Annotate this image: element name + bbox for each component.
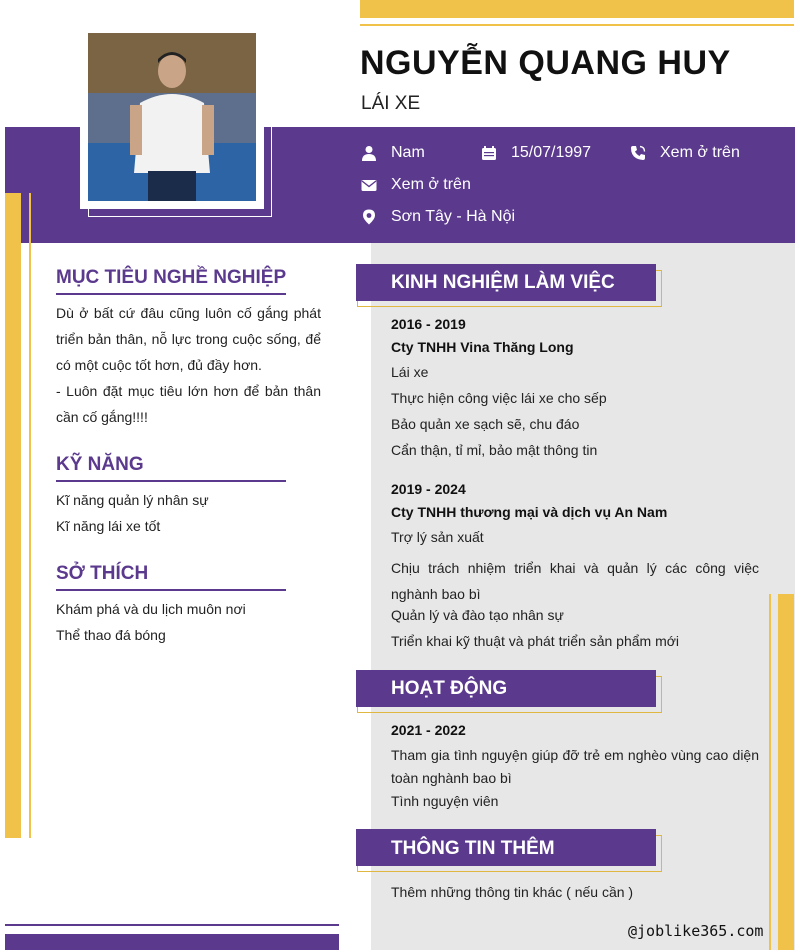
birthdate-value: 15/07/1997 <box>511 144 592 161</box>
site-credit: @joblike365.com <box>628 922 764 940</box>
objective-rule <box>56 293 286 295</box>
job-period: 2019 - 2024 <box>391 481 466 497</box>
objective-paragraph-1: Dù ở bất cứ đâu cũng luôn cố gắng phát triển bản thân, nỗ lực trong cuộc sống, để có một cuộc tốt hơn, đủ đầy hơn. <box>56 305 321 373</box>
hobby-item: Thể thao đá bóng <box>56 627 166 643</box>
extra-text: Thêm những thông tin khác ( nếu cần ) <box>391 884 634 900</box>
skill-item: Kĩ năng lái xe tốt <box>56 518 161 534</box>
experience-title: KINH NGHIỆM LÀM VIỆC <box>391 272 615 293</box>
info-address <box>361 208 515 226</box>
left-accent-bar <box>5 193 21 838</box>
skills-rule <box>56 480 286 482</box>
gender-value: Nam <box>391 144 425 161</box>
user-icon <box>361 145 377 161</box>
job-period: 2016 - 2019 <box>391 316 466 332</box>
job-line: Thực hiện công việc lái xe cho sếp <box>391 390 607 406</box>
hobbies-rule <box>56 589 286 591</box>
bottom-accent-line <box>5 924 339 926</box>
phone-icon <box>630 145 646 161</box>
hobbies-title: SỞ THÍCH <box>56 563 149 584</box>
right-accent-bar <box>778 594 794 950</box>
objective-paragraph-2: - Luôn đặt mục tiêu lớn hơn để bản thân cần cố gắng!!!! <box>56 383 321 425</box>
job-line: Triển khai kỹ thuật và phát triển sản phẩm mới <box>391 633 680 649</box>
job-company: Cty TNHH thương mại và dịch vụ An Nam <box>391 504 668 520</box>
job-line: Quản lý và đào tạo nhân sự <box>391 607 564 623</box>
activity-role: Tình nguyện viên <box>391 793 499 809</box>
right-accent-line <box>769 594 771 950</box>
extra-title: THÔNG TIN THÊM <box>391 838 555 859</box>
candidate-role: LÁI XE <box>361 93 421 114</box>
phone-value: Xem ở trên <box>660 144 740 161</box>
address-value: Sơn Tây - Hà Nội <box>391 208 516 225</box>
skill-item: Kĩ năng quản lý nhân sự <box>56 492 209 508</box>
activity-period: 2021 - 2022 <box>391 722 466 738</box>
job-company: Cty TNHH Vina Thăng Long <box>391 339 574 355</box>
job-line: Lái xe <box>391 364 429 380</box>
skills-title: KỸ NĂNG <box>56 454 144 475</box>
info-email <box>361 176 471 194</box>
top-accent-line <box>360 24 794 26</box>
envelope-icon <box>361 177 377 193</box>
info-phone <box>630 144 740 162</box>
candidate-name: NGUYỄN QUANG HUY <box>360 44 731 82</box>
hobby-item: Khám phá và du lịch muôn nơi <box>56 601 246 617</box>
activities-title: HOẠT ĐỘNG <box>391 678 508 699</box>
job-line: Chịu trách nhiệm triển khai và quản lý các công việc nghành bao bì <box>391 560 759 602</box>
email-value: Xem ở trên <box>391 176 471 193</box>
info-gender <box>361 144 425 162</box>
location-pin-icon <box>361 209 377 225</box>
job-line: Cẩn thận, tỉ mỉ, bảo mật thông tin <box>391 442 598 458</box>
calendar-icon <box>481 145 497 161</box>
activity-description: Tham gia tình nguyện giúp đỡ trẻ em nghèo vùng cao diện toàn nghành bao bì <box>391 747 759 786</box>
left-accent-line <box>29 193 31 838</box>
profile-photo <box>88 33 256 201</box>
info-birthdate <box>481 144 591 162</box>
job-line: Bảo quản xe sạch sẽ, chu đáo <box>391 416 580 432</box>
objective-title: MỤC TIÊU NGHỀ NGHIỆP <box>56 267 287 288</box>
job-line: Trợ lý sản xuất <box>391 529 484 545</box>
bottom-accent-bar <box>5 934 339 950</box>
top-accent-bar <box>360 0 794 18</box>
